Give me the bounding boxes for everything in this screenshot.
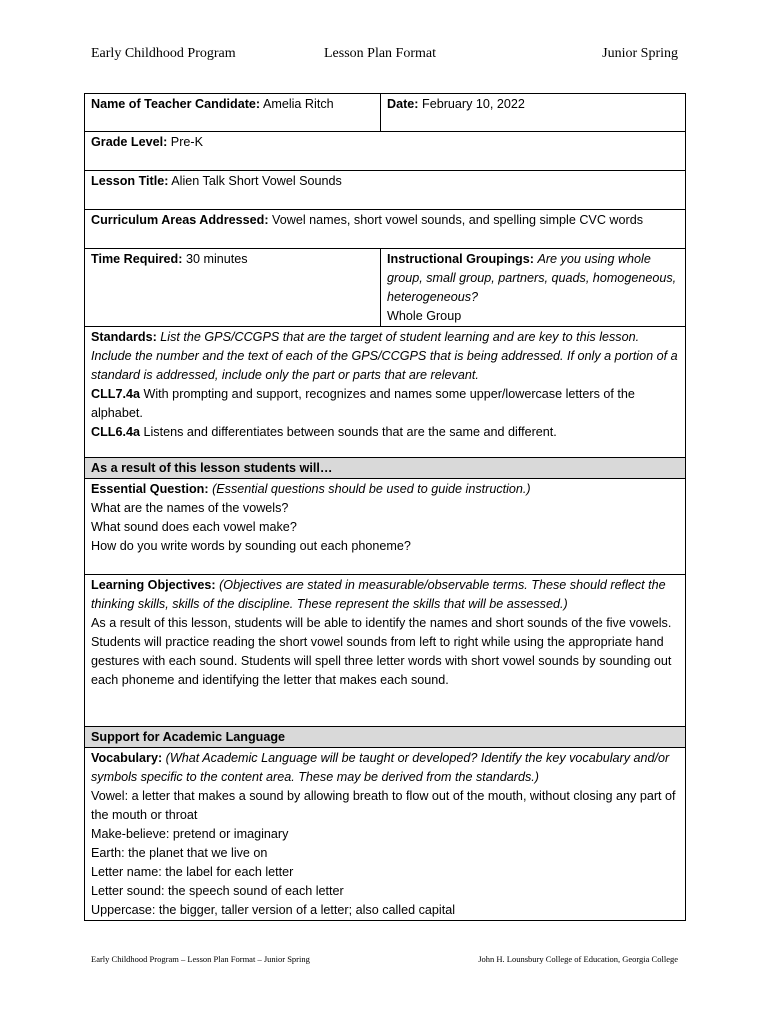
standard-text: Listens and differentiates between sounds that are the same and different. [143, 425, 557, 439]
grade-value: Pre-K [170, 135, 203, 149]
footer-right: John H. Lounsbury College of Education, Georgia College [478, 954, 678, 964]
standard-text: With prompting and support, recognizes and names some upper/lowercase letters of the alphabet. [91, 387, 635, 420]
teacher-label: Name of Teacher Candidate: [91, 97, 261, 111]
lesson-plan-table [84, 93, 686, 921]
lesson-title-cell [85, 171, 686, 210]
essential-question-row [85, 479, 686, 575]
learning-objectives-label: Learning Objectives: [91, 578, 216, 592]
question-item: What are the names of the vowels? [91, 501, 289, 515]
groupings-value: Whole Group [387, 309, 462, 323]
time-value: 30 minutes [185, 252, 248, 266]
page-header [91, 46, 678, 68]
vocabulary-item: Letter name: the label for each letter [91, 865, 294, 879]
essential-question-cell [85, 479, 686, 575]
learning-objectives-text: As a result of this lesson, students will be able to identify the names and short sounds of the five vowels. Students will practice reading the short vowel sounds from left to right while using the appropriate hand gestures with each sound. Students will spell three letter words with short vowel sounds by sounding out each phoneme and identifying the letter that makes each sound. [91, 616, 672, 687]
standard-item [91, 423, 679, 442]
vocabulary-prompt: (What Academic Language will be taught or developed? Identify the key vocabulary and/or symbols specific to the content area. These may be derived from the standards.) [91, 751, 670, 784]
time-groupings-row [85, 249, 686, 327]
standards-cell [85, 327, 686, 458]
vocabulary-item: Make-believe: pretend or imaginary [91, 827, 289, 841]
lesson-title-label: Lesson Title: [91, 174, 169, 188]
grade-cell [85, 132, 686, 171]
essential-question-label: Essential Question: [91, 482, 209, 496]
date-label: Date: [387, 97, 419, 111]
standard-code: CLL6.4a [91, 425, 140, 439]
standards-label: Standards: [91, 330, 157, 344]
vocabulary-row [85, 748, 686, 921]
header-program: Early Childhood Program [91, 46, 236, 61]
date-value: February 10, 2022 [422, 97, 525, 111]
groupings-prompt: Are you using whole group, small group, partners, quads, homogeneous, heterogeneous? [387, 252, 677, 304]
vocabulary-item: Uppercase: the bigger, taller version of a letter; also called capital [91, 903, 456, 917]
vocabulary-label: Vocabulary: [91, 751, 163, 765]
standards-prompt: List the GPS/CCGPS that are the target of student learning and are key to this lesson. Include the number and the text of each of the GPS/CCGPS that is being addressed. If only a portion of a standard is addressed, include only the part or parts that are relevant. [91, 330, 678, 382]
academic-heading-row [85, 727, 686, 748]
vocabulary-item: Earth: the planet that we live on [91, 846, 268, 860]
learning-objectives-row [85, 575, 686, 727]
lesson-title-value: Alien Talk Short Vowel Sounds [171, 174, 342, 188]
learning-objectives-prompt: (Objectives are stated in measurable/observable terms. These should reflect the thinking skills, skills of the discipline. These represent the skills that will be assessed.) [91, 578, 666, 611]
result-heading-row [85, 458, 686, 479]
teacher-value: Amelia Ritch [262, 97, 334, 111]
teacher-date-row [85, 94, 686, 132]
question-item: How do you write words by sounding out each phoneme? [91, 539, 411, 553]
curriculum-label: Curriculum Areas Addressed: [91, 213, 269, 227]
standards-row [85, 327, 686, 458]
groupings-cell [381, 249, 686, 327]
grade-row [85, 132, 686, 171]
vocabulary-item: Vowel: a letter that makes a sound by allowing breath to flow out of the mouth, without closing any part of the mouth or throat [91, 789, 676, 822]
header-format: Lesson Plan Format [324, 46, 436, 61]
grade-label: Grade Level: [91, 135, 168, 149]
groupings-label: Instructional Groupings: [387, 252, 534, 266]
curriculum-value: Vowel names, short vowel sounds, and spelling simple CVC words [272, 213, 644, 227]
essential-question-prompt: (Essential questions should be used to guide instruction.) [212, 482, 531, 496]
learning-objectives-cell [85, 575, 686, 727]
time-label: Time Required: [91, 252, 183, 266]
page-footer [91, 954, 678, 968]
date-cell [381, 94, 686, 132]
standard-item [91, 385, 679, 423]
vocabulary-cell [85, 748, 686, 921]
academic-heading: Support for Academic Language [85, 727, 686, 748]
question-item: What sound does each vowel make? [91, 520, 297, 534]
curriculum-row [85, 210, 686, 249]
result-heading: As a result of this lesson students will… [85, 458, 686, 479]
footer-left: Early Childhood Program – Lesson Plan Format – Junior Spring [91, 954, 310, 964]
teacher-cell [85, 94, 381, 132]
time-cell [85, 249, 381, 327]
lesson-title-row [85, 171, 686, 210]
header-term: Junior Spring [602, 46, 678, 61]
curriculum-cell [85, 210, 686, 249]
standard-code: CLL7.4a [91, 387, 140, 401]
vocabulary-item: Letter sound: the speech sound of each letter [91, 884, 344, 898]
